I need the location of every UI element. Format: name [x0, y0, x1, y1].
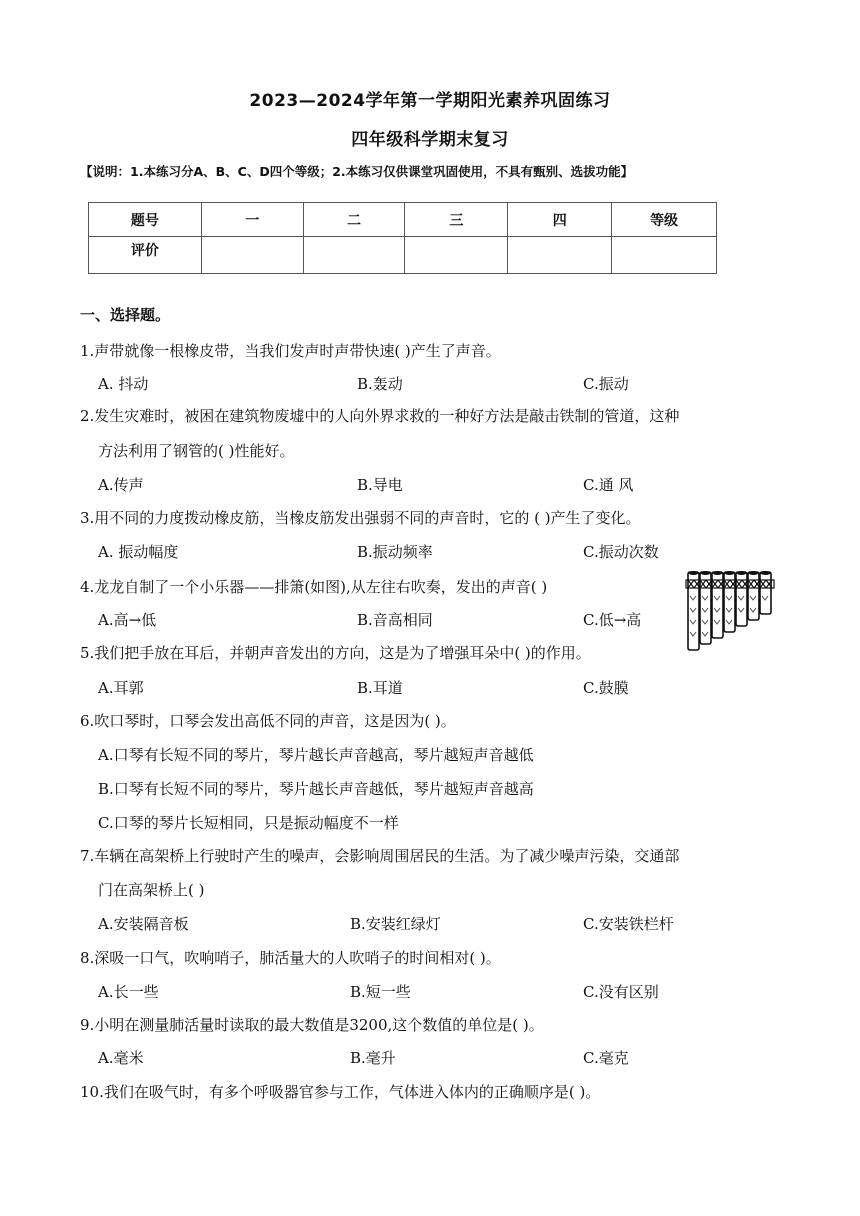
grade-table — [88, 202, 717, 274]
question-3-option-c[interactable]: C.振动次数 — [583, 543, 659, 561]
question-9-option-b[interactable]: B.毫升 — [350, 1049, 396, 1067]
question-10-text: 10.我们在吸气时，有多个呼吸器官参与工作，气体进入体内的正确顺序是( )。 — [80, 1083, 601, 1101]
eval-cell-grade[interactable] — [612, 237, 717, 274]
panpipe-figure — [684, 568, 780, 656]
question-7-text: 7.车辆在高架桥上行驶时产生的噪声，会影响周围居民的生活。为了减少噪声污染，交通部 — [80, 847, 680, 865]
header-cell-part-3: 三 — [405, 203, 508, 237]
question-1-text: 1.声带就像一根橡皮带，当我们发声时声带快速( )产生了声音。 — [80, 342, 501, 360]
question-3-option-a[interactable]: A. 振动幅度 — [98, 543, 179, 561]
question-2-option-b[interactable]: B.导电 — [357, 476, 403, 494]
question-1-option-a[interactable]: A. 抖动 — [98, 375, 149, 393]
question-6-option-c[interactable]: C.口琴的琴片长短相同，只是振动幅度不一样 — [98, 814, 399, 832]
header-cell-part-4: 四 — [508, 203, 612, 237]
exam-subtitle: 四年级科学期末复习 — [351, 130, 509, 150]
question-9-text: 9.小明在测量肺活量时读取的最大数值是3200,这个数值的单位是( )。 — [80, 1016, 544, 1034]
header-cell-grade: 等级 — [612, 203, 717, 237]
grade-table-evaluation-row — [89, 237, 717, 274]
question-9-option-c[interactable]: C.毫克 — [583, 1049, 629, 1067]
exam-title: 2023—2024学年第一学期阳光素养巩固练习 — [249, 91, 611, 111]
question-8-option-b[interactable]: B.短一些 — [350, 983, 411, 1001]
question-9-option-a[interactable]: A.毫米 — [98, 1049, 144, 1067]
header-cell-part-2: 二 — [303, 203, 405, 237]
eval-cell-part-1[interactable] — [201, 237, 303, 274]
question-8-option-c[interactable]: C.没有区别 — [583, 983, 659, 1001]
question-4-option-c[interactable]: C.低→高 — [583, 611, 642, 629]
question-2-text: 2.发生灾难时，被困在建筑物废墟中的人向外界求救的一种好方法是敲击铁制的管道，这种 — [80, 407, 680, 425]
question-5-option-b[interactable]: B.耳道 — [357, 679, 403, 697]
question-2-option-c[interactable]: C.通 风 — [583, 476, 634, 494]
question-6-text: 6.吹口琴时，口琴会发出高低不同的声音，这是因为( )。 — [80, 712, 456, 730]
question-7-option-a[interactable]: A.安装隔音板 — [98, 915, 189, 933]
question-5-option-a[interactable]: A.耳郭 — [98, 679, 144, 697]
header-cell-question-number: 题号 — [89, 203, 202, 237]
question-2-text-cont: 方法利用了钢管的( )性能好。 — [98, 442, 295, 460]
section-title: 一、选择题。 — [80, 306, 171, 324]
question-7-option-b[interactable]: B.安装红绿灯 — [350, 915, 441, 933]
question-1-option-c[interactable]: C.振动 — [583, 375, 629, 393]
question-7-option-c[interactable]: C.安装铁栏杆 — [583, 915, 674, 933]
question-8-text: 8.深吸一口气，吹响哨子，肺活量大的人吹哨子的时间相对( )。 — [80, 949, 501, 967]
question-2-option-a[interactable]: A.传声 — [98, 476, 144, 494]
question-6-option-a[interactable]: A.口琴有长短不同的琴片，琴片越长声音越高，琴片越短声音越低 — [98, 746, 534, 764]
eval-cell-part-2[interactable] — [303, 237, 405, 274]
question-4-text: 4.龙龙自制了一个小乐器——排箫(如图),从左往右吹奏，发出的声音( ) — [80, 578, 548, 596]
question-5-option-c[interactable]: C.鼓膜 — [583, 679, 629, 697]
question-4-option-b[interactable]: B.音高相同 — [357, 611, 433, 629]
question-3-option-b[interactable]: B.振动频率 — [357, 543, 433, 561]
question-4-option-a[interactable]: A.高→低 — [98, 611, 157, 629]
question-8-option-a[interactable]: A.长一些 — [98, 983, 159, 1001]
question-6-option-b[interactable]: B.口琴有长短不同的琴片，琴片越长声音越低，琴片越短声音越高 — [98, 780, 534, 798]
grade-table-header-row — [89, 203, 717, 237]
eval-cell-part-3[interactable] — [405, 237, 508, 274]
question-5-text: 5.我们把手放在耳后，并朝声音发出的方向，这是为了增强耳朵中( )的作用。 — [80, 644, 591, 662]
question-1-option-b[interactable]: B.轰动 — [357, 375, 403, 393]
header-cell-part-1: 一 — [201, 203, 303, 237]
eval-cell-part-4[interactable] — [508, 237, 612, 274]
instructions-note: 【说明：1.本练习分A、B、C、D四个等级；2.本练习仅供课堂巩固使用，不具有甄别、选拔功能】 — [80, 164, 634, 179]
question-3-text: 3.用不同的力度拨动橡皮筋，当橡皮筋发出强弱不同的声音时，它的 ( )产生了变化。 — [80, 509, 641, 527]
row-label-evaluation: 评价 — [89, 237, 202, 274]
question-7-text-cont: 门在高架桥上( ) — [98, 881, 205, 899]
